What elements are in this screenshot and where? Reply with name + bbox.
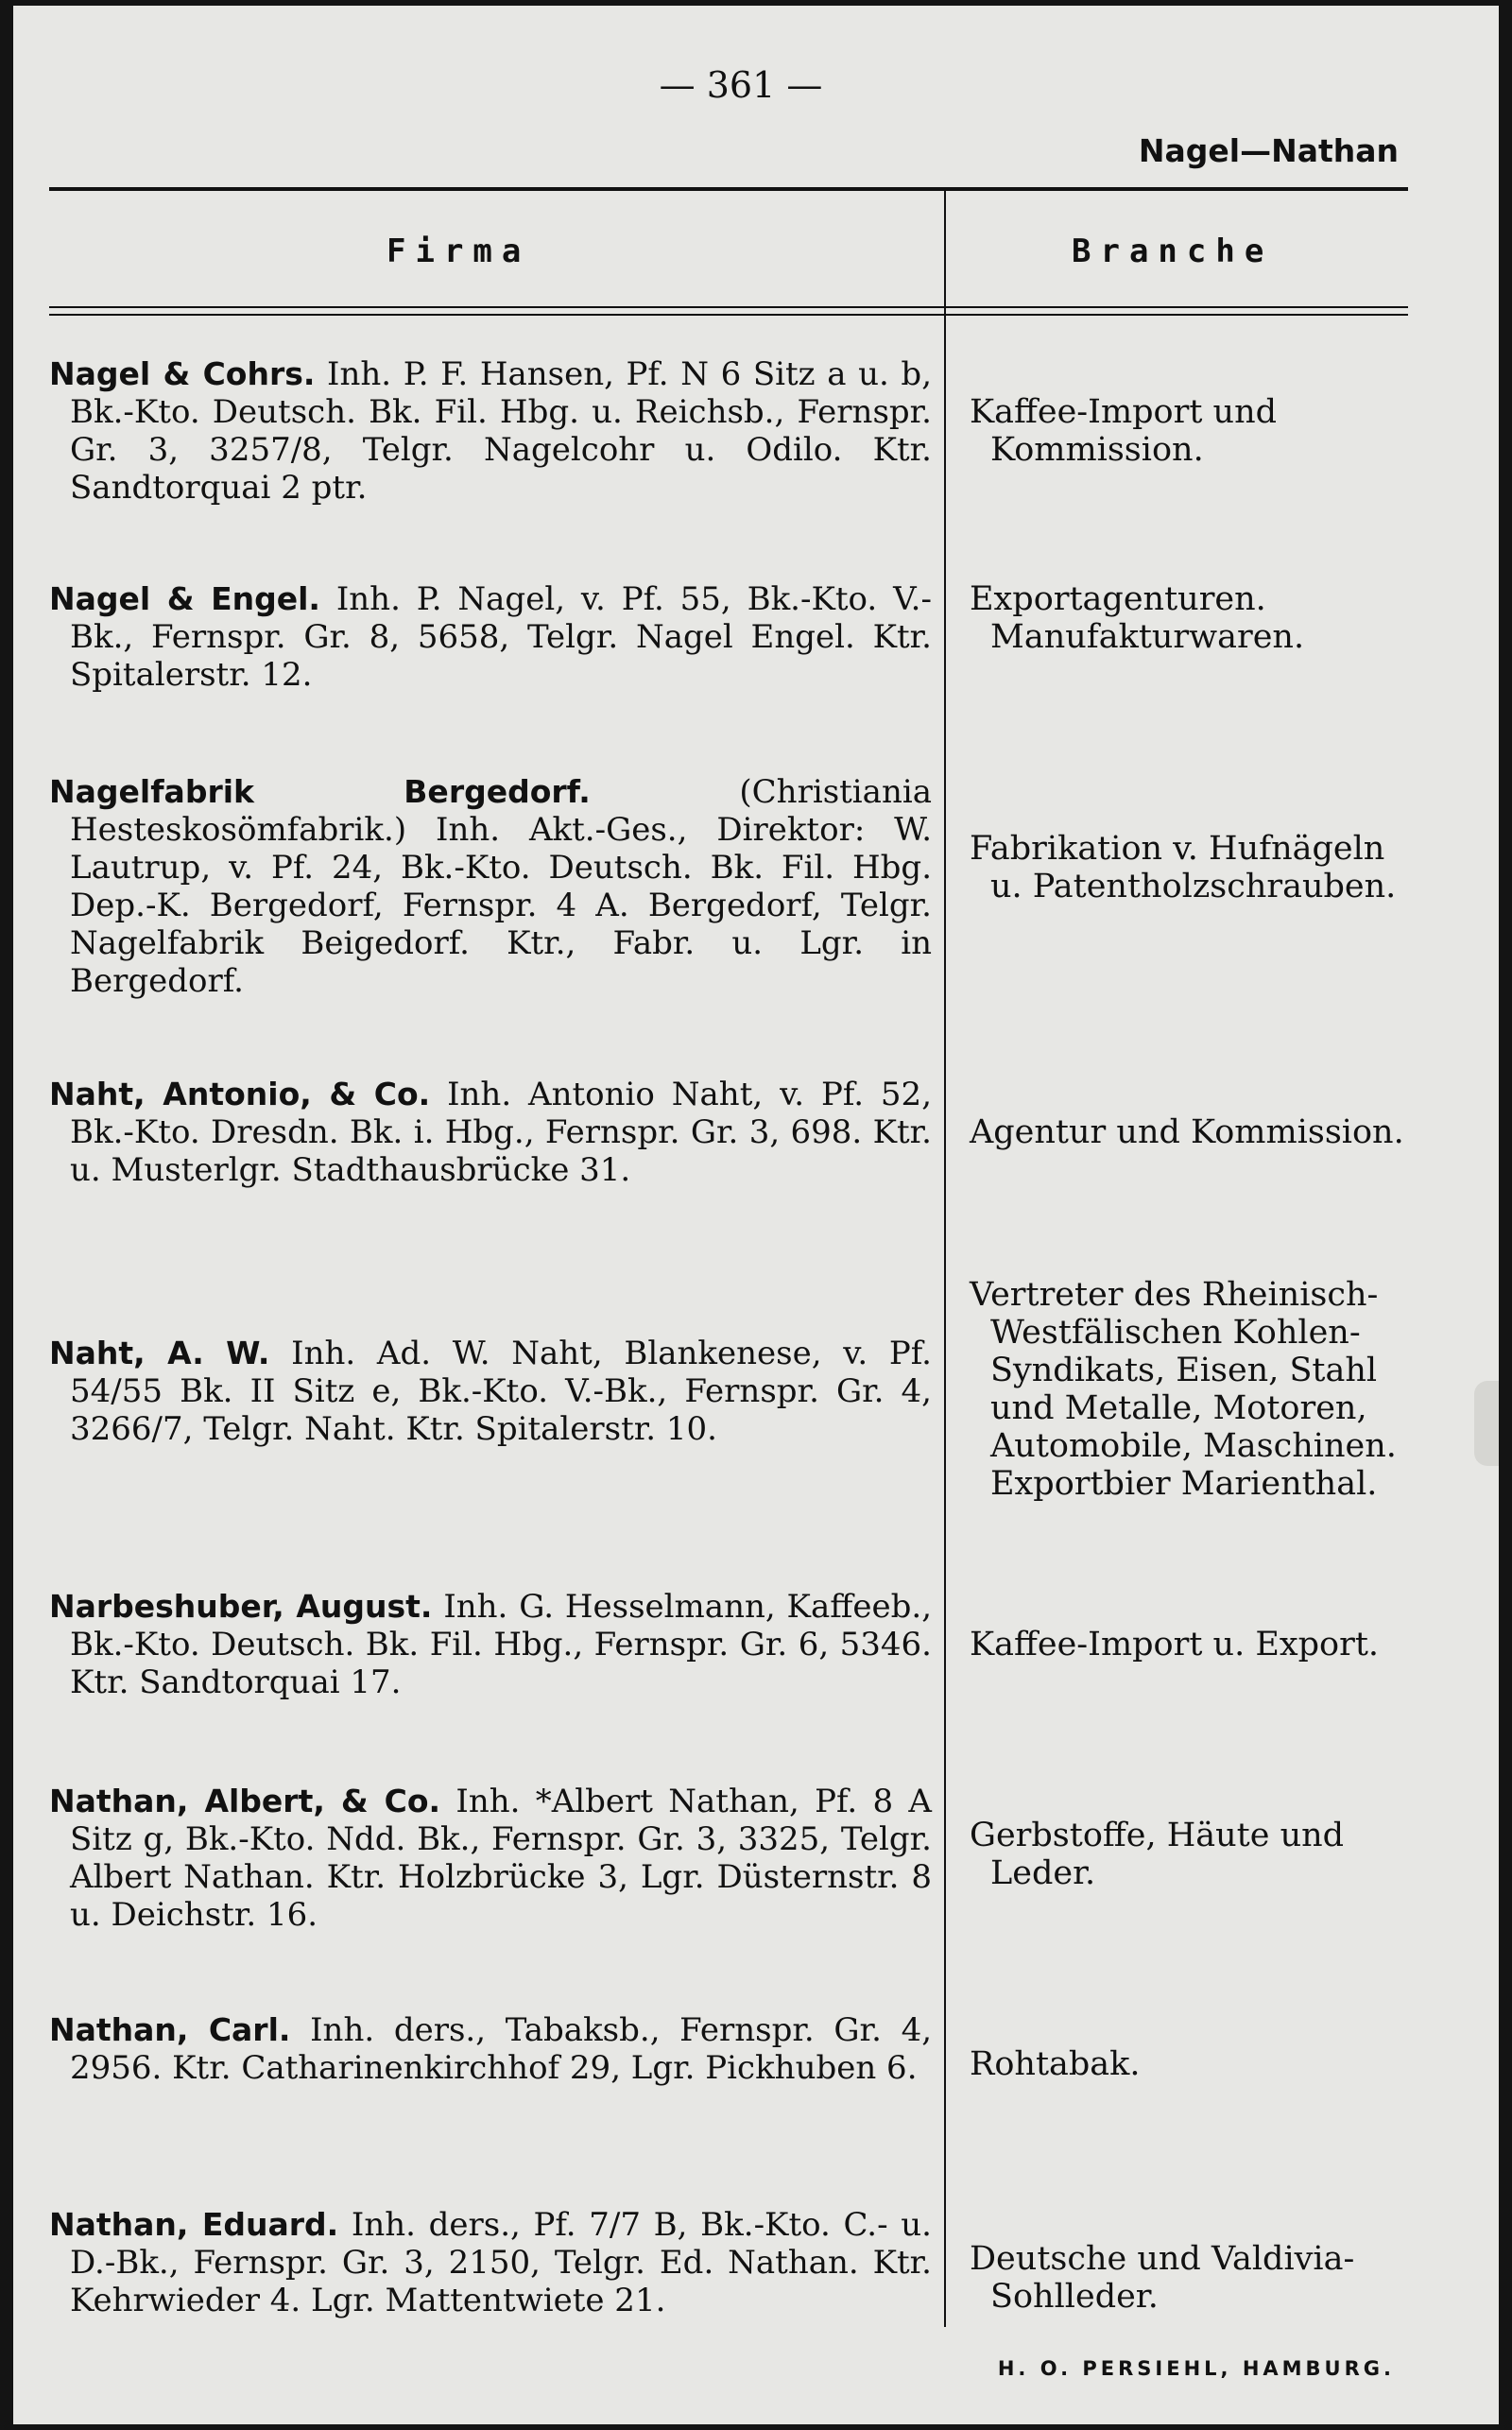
header-rule-upper xyxy=(49,306,1408,308)
firm-name: Naht, A. W. xyxy=(49,1335,270,1371)
branche-text: Exportagenturen. Manufakturwaren. xyxy=(970,580,1305,656)
firm-name: Nagel & Engel. xyxy=(49,580,320,617)
entry-nathan-eduard xyxy=(49,2206,1421,2319)
firm-details: (Christiania Hesteskosömfabrik.) Inh. Akt.-Ges., Direktor: W. Lautrup, v. Pf. 24, Bk.-Kto. Deutsch. Bk. Fil. Hbg. Dep.-K. Bergedorf, Fernspr. 4 A. Bergedorf, Telgr. Nagelfabrik Beigedorf. Ktr., Fabr. u. Lgr. in Bergedorf. xyxy=(70,773,932,1000)
firm-name: Nathan, Albert, & Co. xyxy=(49,1783,441,1819)
firm-details: Inh. P. Nagel, v. Pf. 55, Bk.-Kto. V.-Bk., Fernspr. Gr. 8, 5658, Telgr. Nagel Engel. Ktr. Spitalerstr. 12. xyxy=(70,580,932,694)
firm-name: Nagelfabrik Bergedorf. xyxy=(49,773,591,810)
firm-details: Inh. *Albert Nathan, Pf. 8 A Sitz g, Bk.-Kto. Ndd. Bk., Fernspr. Gr. 3, 3325, Telgr. Albert Nathan. Ktr. Holzbrücke 3, Lgr. Düsternstr. 8 u. Deichstr. 16. xyxy=(70,1783,932,1934)
entry-nagel-engel xyxy=(49,580,1421,694)
branche-text: Gerbstoffe, Häute und Leder. xyxy=(970,1817,1345,1892)
page-number: — 361 — xyxy=(659,64,823,106)
branche-text: Agentur und Kommission. xyxy=(970,1113,1404,1151)
top-rule xyxy=(49,187,1408,191)
firm-name: Nathan, Eduard. xyxy=(49,2206,339,2243)
column-divider xyxy=(944,191,946,2327)
page-edge-tab xyxy=(1474,1381,1499,1466)
branche-text: Kaffee-Import und Kommission. xyxy=(970,393,1278,469)
entry-naht-antonio xyxy=(49,1076,1421,1189)
header-rule-lower xyxy=(49,314,1408,316)
firm-details: Inh. Antonio Naht, v. Pf. 52, Bk.-Kto. Dresdn. Bk. i. Hbg., Fernspr. Gr. 3, 698. Ktr. u. Musterlgr. Stadthausbrücke 31. xyxy=(70,1076,933,1189)
directory-page xyxy=(13,6,1499,2424)
firm-details: Inh. ders., Pf. 7/7 B, Bk.-Kto. C.- u. D.-Bk., Fernspr. Gr. 3, 2150, Telgr. Ed. Nathan. Ktr. Kehrwieder 4. Lgr. Mattentwiete 21. xyxy=(70,2206,932,2319)
printer-imprint: H. O. PERSIEHL, HAMBURG. xyxy=(997,2357,1395,2380)
firm-name: Narbeshuber, August. xyxy=(49,1588,433,1625)
entry-nagelfabrik-bergedorf xyxy=(49,773,1421,1000)
firm-details: Inh. P. F. Hansen, Pf. N 6 Sitz a u. b, Bk.-Kto. Deutsch. Bk. Fil. Hbg. u. Reichsb., Fernspr. Gr. 3, 3257/8, Telgr. Nagelcohr u. Odilo. Ktr. Sandtorquai 2 ptr. xyxy=(70,355,932,507)
branche-text: Vertreter des Rheinisch-Westfälischen Kohlen-Syndikats, Eisen, Stahl und Metalle, Motoren, Automobile, Maschinen. Exportbier Marienthal. xyxy=(970,1276,1397,1503)
branche-text: Fabrikation v. Hufnägeln u. Patentholzschrauben. xyxy=(970,830,1397,905)
branche-text: Kaffee-Import u. Export. xyxy=(970,1626,1380,1663)
branche-text: Deutsche und Valdivia-Sohlleder. xyxy=(970,2240,1355,2316)
entry-nathan-carl xyxy=(49,2011,1421,2087)
firm-details: Inh. Ad. W. Naht, Blankenese, v. Pf. 54/55 Bk. II Sitz e, Bk.-Kto. V.-Bk., Fernspr. Gr. 4, 3266/7, Telgr. Naht. Ktr. Spitalerstr. 10. xyxy=(70,1335,932,1448)
entry-nathan-albert xyxy=(49,1783,1421,1934)
firm-name: Naht, Antonio, & Co. xyxy=(49,1076,431,1112)
firm-name: Nathan, Carl. xyxy=(49,2011,291,2048)
firm-name: Nagel & Cohrs. xyxy=(49,355,316,392)
firm-details: Inh. G. Hesselmann, Kaffeeb., Bk.-Kto. Deutsch. Bk. Fil. Hbg., Fernspr. Gr. 6, 5346. Ktr. Sandtorquai 17. xyxy=(70,1588,932,1701)
entry-narbeshuber xyxy=(49,1588,1421,1701)
branche-text: Rohtabak. xyxy=(970,2045,1141,2083)
column-header-firma: Firma xyxy=(387,233,531,270)
running-head: Nagel—Nathan xyxy=(1138,132,1399,169)
entry-nagel-cohrs xyxy=(49,355,1421,507)
firm-details: Inh. ders., Tabaksb., Fernspr. Gr. 4, 2956. Ktr. Catharinenkirchhof 29, Lgr. Pickhuben 6. xyxy=(70,2011,933,2087)
entry-naht-aw xyxy=(49,1276,1421,1503)
column-header-branche: Branche xyxy=(1072,233,1274,270)
